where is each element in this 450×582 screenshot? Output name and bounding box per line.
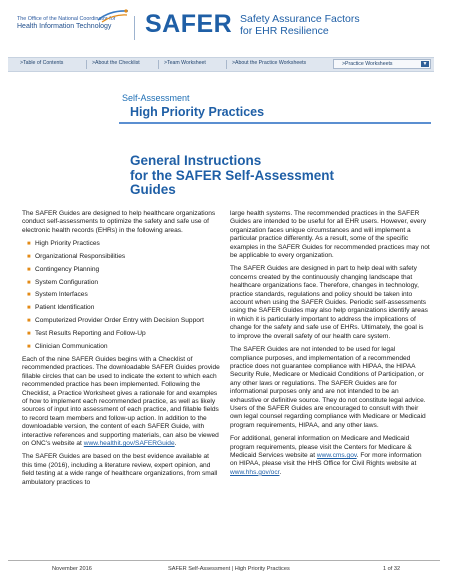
left-column bbox=[22, 210, 220, 492]
guide-areas-list bbox=[22, 240, 220, 351]
bullet-icon: ■ bbox=[27, 241, 31, 248]
chevron-down-icon[interactable]: ▼ bbox=[422, 61, 428, 67]
resources-paragraph bbox=[230, 435, 430, 477]
list-item bbox=[22, 304, 220, 312]
bullet-icon: ■ bbox=[27, 266, 31, 273]
safer-subtitle-line1: Safety Assurance Factors bbox=[240, 13, 360, 25]
list-item-label: System Configuration bbox=[35, 278, 99, 286]
page-title bbox=[130, 154, 380, 198]
footer-title: SAFER Self-Assessment | High Priority Practices bbox=[168, 566, 290, 572]
resources-text: For additional, general information on Medicare and Medicaid program requirements, please visit the Centers for Medicare & Medicaid Services website at bbox=[230, 435, 412, 459]
list-item-label: Clinician Communication bbox=[35, 342, 108, 350]
nav-about-checklist[interactable]: >About the Checklist bbox=[92, 60, 140, 66]
section-label: Self-Assessment bbox=[122, 93, 190, 103]
header bbox=[0, 0, 450, 58]
intro-paragraph: The SAFER Guides are designed to help healthcare organizations conduct self-assessments to optimize the safety and safe use of electronic health records (EHRs) in the following areas. bbox=[22, 210, 216, 234]
nav-table-of-contents[interactable]: >Table of Contents bbox=[20, 60, 64, 66]
checklist-text-end: . bbox=[174, 440, 177, 448]
resources-text-end: . bbox=[279, 468, 282, 476]
nav-bar bbox=[8, 57, 434, 72]
right-column bbox=[230, 210, 430, 482]
footer bbox=[8, 560, 440, 573]
list-item-label: Patient Identification bbox=[35, 304, 95, 312]
page-number: 1 of 32 bbox=[383, 566, 401, 572]
list-item bbox=[22, 343, 220, 351]
list-item-label: System Interfaces bbox=[35, 291, 88, 299]
nav-separator bbox=[226, 60, 227, 69]
list-item-label: Computerized Provider Order Entry with Decision Support bbox=[35, 317, 204, 324]
safer-guide-link[interactable]: www.healthit.gov/SAFERGuide bbox=[83, 440, 175, 448]
practice-worksheets-select-value: >Practice Worksheets bbox=[342, 61, 393, 67]
bullet-icon: ■ bbox=[27, 279, 31, 286]
list-item bbox=[22, 240, 220, 248]
nav-team-worksheet[interactable]: >Team Worksheet bbox=[164, 60, 206, 66]
bullet-icon: ■ bbox=[27, 305, 31, 312]
list-item bbox=[22, 330, 220, 338]
list-item-label: Contingency Planning bbox=[35, 265, 100, 273]
onc-swoosh-icon bbox=[96, 8, 130, 24]
hhs-ocr-link[interactable]: www.hhs.gov/ocr bbox=[230, 468, 280, 476]
resources-text-mid: . For more information on HIPAA, please visit the HHS Office for Civil Rights website at bbox=[230, 451, 422, 468]
list-item-label: Organizational Responsibilities bbox=[35, 253, 126, 261]
list-item bbox=[22, 291, 220, 299]
bullet-icon: ■ bbox=[27, 330, 31, 337]
safer-subtitle bbox=[240, 14, 360, 37]
safer-logo: SAFER bbox=[145, 10, 233, 38]
onc-line1: The Office of the National Coordinator for bbox=[17, 16, 116, 22]
header-divider bbox=[134, 16, 135, 40]
list-item bbox=[22, 253, 220, 261]
evidence-paragraph: The SAFER Guides are based on the best evidence available at this time (2016), including a literature review, expert opinion, and field testing at a wide range of healthcare organizations, from small ambulatory practices to bbox=[22, 453, 218, 486]
topic-divider bbox=[119, 122, 431, 124]
list-item-label: High Priority Practices bbox=[35, 240, 100, 248]
nav-about-practice-worksheets[interactable]: >About the Practice Worksheets bbox=[232, 60, 307, 66]
list-item bbox=[22, 279, 220, 287]
list-item bbox=[22, 266, 220, 274]
page-title-line1: General Instructions bbox=[130, 153, 262, 168]
onc-line2: Health Information Technology bbox=[17, 23, 112, 30]
page-title-line2: for the SAFER Self-Assessment bbox=[130, 167, 335, 183]
safer-subtitle-line2: for EHR Resilience bbox=[240, 24, 329, 37]
section-title: High Priority Practices bbox=[130, 105, 265, 119]
list-item-label: Test Results Reporting and Follow-Up bbox=[35, 329, 146, 337]
bullet-icon: ■ bbox=[27, 292, 31, 299]
cms-link[interactable]: www.cms.gov bbox=[316, 451, 357, 459]
checklist-text: Each of the nine SAFER Guides begins with a Checklist of recommended practices. The downloadable SAFER Guides provide fillable circles that can be used to indicate the extent to which each recommended practice has been implemented. Following the Checklist, a Practice Worksheet gives a rationale for and examples of how to implement each recommended practice, as well as likely sources of input into assessment of each practice, and fillable fields to record team members and follow-up action. In addition to the downloadable version, the content of each SAFER Guide, with interactive references and supporting materials, can also be viewed on ONC's website at bbox=[22, 356, 220, 448]
bullet-icon: ■ bbox=[27, 343, 31, 350]
nav-separator bbox=[158, 60, 159, 69]
checklist-paragraph bbox=[22, 356, 220, 448]
bullet-icon: ■ bbox=[27, 318, 31, 324]
continuation-paragraph: large health systems. The recommended practices in the SAFER Guides are intended to be useful for all EHR users. However, every organization faces unique circumstances and will implement a particular practice differently. As a result, some of the specific examples in the SAFER Guides for recommended practices may not be applicable to every organization. bbox=[230, 210, 430, 260]
list-item bbox=[22, 317, 220, 325]
bullet-icon: ■ bbox=[27, 254, 31, 261]
nav-separator bbox=[86, 60, 87, 69]
footer-date: November 2016 bbox=[52, 566, 92, 572]
page-title-line3: Guides bbox=[130, 182, 176, 197]
practice-worksheets-select[interactable] bbox=[333, 59, 431, 69]
safety-paragraph: The SAFER Guides are designed in part to help deal with safety concerns created by the continuously changing landscape that healthcare organizations face. Therefore, changes in technology, practice standards, regulations and policy should be taken into account when using the SAFER Guides. Periodic self-assessments using the SAFER Guides may also help organizations identify areas in which it is particularly important to address the implications of change for the safety and safe use of EHRs. Ultimately, the goal is to improve the overall safety of our health care system. bbox=[230, 265, 428, 340]
legal-paragraph: The SAFER Guides are not intended to be used for legal compliance purposes, and implementation of a recommended practice does not guarantee compliance with HIPAA, the HIPAA Security Rule, Medicare or Medicaid Conditions of Participation, or any other laws or regulations. The SAFER Guides are for informational purposes only and are not intended to be an exhaustive or definitive source. They do not constitute legal advice. Users of the SAFER Guides are encouraged to consult with their own legal counsel regarding compliance with Medicare or Medicaid program requirements, HIPAA, and any other laws. bbox=[230, 346, 426, 429]
